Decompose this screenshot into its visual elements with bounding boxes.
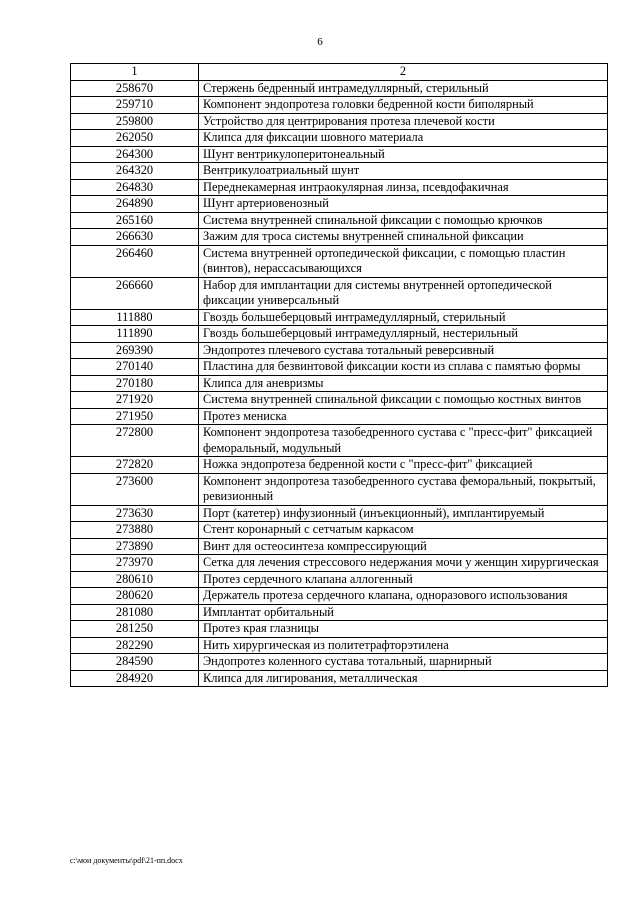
table-row bbox=[71, 196, 608, 213]
table-row bbox=[71, 146, 608, 163]
row-name: Протез мениска bbox=[199, 408, 608, 425]
device-table bbox=[70, 63, 608, 687]
row-name: Устройство для центрирования протеза плечевой кости bbox=[199, 113, 608, 130]
row-code: 271920 bbox=[71, 392, 199, 409]
table-row bbox=[71, 538, 608, 555]
row-code: 270140 bbox=[71, 359, 199, 376]
table-row bbox=[71, 309, 608, 326]
row-code: 258670 bbox=[71, 80, 199, 97]
row-code: 272820 bbox=[71, 457, 199, 474]
table-row bbox=[71, 359, 608, 376]
table-row bbox=[71, 505, 608, 522]
table-row bbox=[71, 425, 608, 457]
table-row bbox=[71, 555, 608, 572]
table-row bbox=[71, 621, 608, 638]
row-code: 280620 bbox=[71, 588, 199, 605]
row-code: 264830 bbox=[71, 179, 199, 196]
row-code: 282290 bbox=[71, 637, 199, 654]
row-name: Гвоздь большеберцовый интрамедуллярный, стерильный bbox=[199, 309, 608, 326]
footer-file-path: c:\мои документы\pdf\21-пп.docx bbox=[70, 856, 183, 865]
row-name: Сетка для лечения стрессового недержания мочи у женщин хирургическая bbox=[199, 555, 608, 572]
row-code: 273970 bbox=[71, 555, 199, 572]
row-code: 281080 bbox=[71, 604, 199, 621]
table-body bbox=[71, 64, 608, 687]
row-name: Пластина для безвинтовой фиксации кости из сплава с памятью формы bbox=[199, 359, 608, 376]
table-row bbox=[71, 637, 608, 654]
row-code: 259800 bbox=[71, 113, 199, 130]
table-row bbox=[71, 522, 608, 539]
row-code: 265160 bbox=[71, 212, 199, 229]
table-row bbox=[71, 473, 608, 505]
row-code: 266630 bbox=[71, 229, 199, 246]
row-code: 269390 bbox=[71, 342, 199, 359]
table-row bbox=[71, 212, 608, 229]
row-name: Порт (катетер) инфузионный (инъекционный), имплантируемый bbox=[199, 505, 608, 522]
row-code: 273890 bbox=[71, 538, 199, 555]
row-name: Компонент эндопротеза тазобедренного сустава феморальный, покрытый, ревизионный bbox=[199, 473, 608, 505]
row-code: 264300 bbox=[71, 146, 199, 163]
row-name: Ножка эндопротеза бедренной кости с "пресс-фит" фиксацией bbox=[199, 457, 608, 474]
row-code: 266660 bbox=[71, 277, 199, 309]
row-name: Клипса для лигирования, металлическая bbox=[199, 670, 608, 687]
table-row bbox=[71, 97, 608, 114]
row-name: Компонент эндопротеза головки бедренной кости биполярный bbox=[199, 97, 608, 114]
row-name: Шунт вентрикулоперитонеальный bbox=[199, 146, 608, 163]
page-number: 6 bbox=[317, 36, 323, 48]
table-row bbox=[71, 326, 608, 343]
row-code: 280610 bbox=[71, 571, 199, 588]
column-header-2: 2 bbox=[199, 64, 608, 81]
row-name: Винт для остеосинтеза компрессирующий bbox=[199, 538, 608, 555]
row-name: Клипса для аневризмы bbox=[199, 375, 608, 392]
table-row bbox=[71, 670, 608, 687]
row-code: 273600 bbox=[71, 473, 199, 505]
row-name: Система внутренней спинальной фиксации с помощью крючков bbox=[199, 212, 608, 229]
row-name: Компонент эндопротеза тазобедренного сустава с "пресс-фит" фиксацией феморальный, модульный bbox=[199, 425, 608, 457]
row-code: 270180 bbox=[71, 375, 199, 392]
table-row bbox=[71, 654, 608, 671]
table-header-row bbox=[71, 64, 608, 81]
row-name: Клипса для фиксации шовного материала bbox=[199, 130, 608, 147]
row-code: 259710 bbox=[71, 97, 199, 114]
table-row bbox=[71, 392, 608, 409]
row-code: 284920 bbox=[71, 670, 199, 687]
table-row bbox=[71, 245, 608, 277]
row-code: 111880 bbox=[71, 309, 199, 326]
row-name: Протез края глазницы bbox=[199, 621, 608, 638]
table-row bbox=[71, 113, 608, 130]
row-name: Гвоздь большеберцовый интрамедуллярный, нестерильный bbox=[199, 326, 608, 343]
table-row bbox=[71, 571, 608, 588]
table-row bbox=[71, 588, 608, 605]
row-code: 273880 bbox=[71, 522, 199, 539]
table-row bbox=[71, 342, 608, 359]
row-code: 271950 bbox=[71, 408, 199, 425]
table-row bbox=[71, 229, 608, 246]
row-name: Вентрикулоатриальный шунт bbox=[199, 163, 608, 180]
table-row bbox=[71, 130, 608, 147]
row-name: Переднекамерная интраокулярная линза, псевдофакичная bbox=[199, 179, 608, 196]
row-code: 262050 bbox=[71, 130, 199, 147]
table-row bbox=[71, 277, 608, 309]
row-code: 111890 bbox=[71, 326, 199, 343]
row-code: 264890 bbox=[71, 196, 199, 213]
table-row bbox=[71, 457, 608, 474]
row-code: 266460 bbox=[71, 245, 199, 277]
table-row bbox=[71, 80, 608, 97]
row-code: 272800 bbox=[71, 425, 199, 457]
row-name: Протез сердечного клапана аллогенный bbox=[199, 571, 608, 588]
table-row bbox=[71, 375, 608, 392]
row-name: Эндопротез плечевого сустава тотальный реверсивный bbox=[199, 342, 608, 359]
table-row bbox=[71, 604, 608, 621]
row-name: Зажим для троса системы внутренней спинальной фиксации bbox=[199, 229, 608, 246]
row-code: 281250 bbox=[71, 621, 199, 638]
row-code: 264320 bbox=[71, 163, 199, 180]
row-name: Имплантат орбитальный bbox=[199, 604, 608, 621]
row-name: Держатель протеза сердечного клапана, одноразового использования bbox=[199, 588, 608, 605]
row-name: Нить хирургическая из политетрафторэтилена bbox=[199, 637, 608, 654]
row-name: Система внутренней спинальной фиксации с помощью костных винтов bbox=[199, 392, 608, 409]
row-name: Набор для имплантации для системы внутренней ортопедической фиксации универсальный bbox=[199, 277, 608, 309]
table-row bbox=[71, 163, 608, 180]
table-row bbox=[71, 408, 608, 425]
row-name: Система внутренней ортопедической фиксации, с помощью пластин (винтов), нерассасывающихся bbox=[199, 245, 608, 277]
row-code: 284590 bbox=[71, 654, 199, 671]
row-code: 273630 bbox=[71, 505, 199, 522]
row-name: Шунт артериовенозный bbox=[199, 196, 608, 213]
row-name: Стент коронарный с сетчатым каркасом bbox=[199, 522, 608, 539]
column-header-1: 1 bbox=[71, 64, 199, 81]
table-row bbox=[71, 179, 608, 196]
row-name: Стержень бедренный интрамедуллярный, стерильный bbox=[199, 80, 608, 97]
row-name: Эндопротез коленного сустава тотальный, шарнирный bbox=[199, 654, 608, 671]
